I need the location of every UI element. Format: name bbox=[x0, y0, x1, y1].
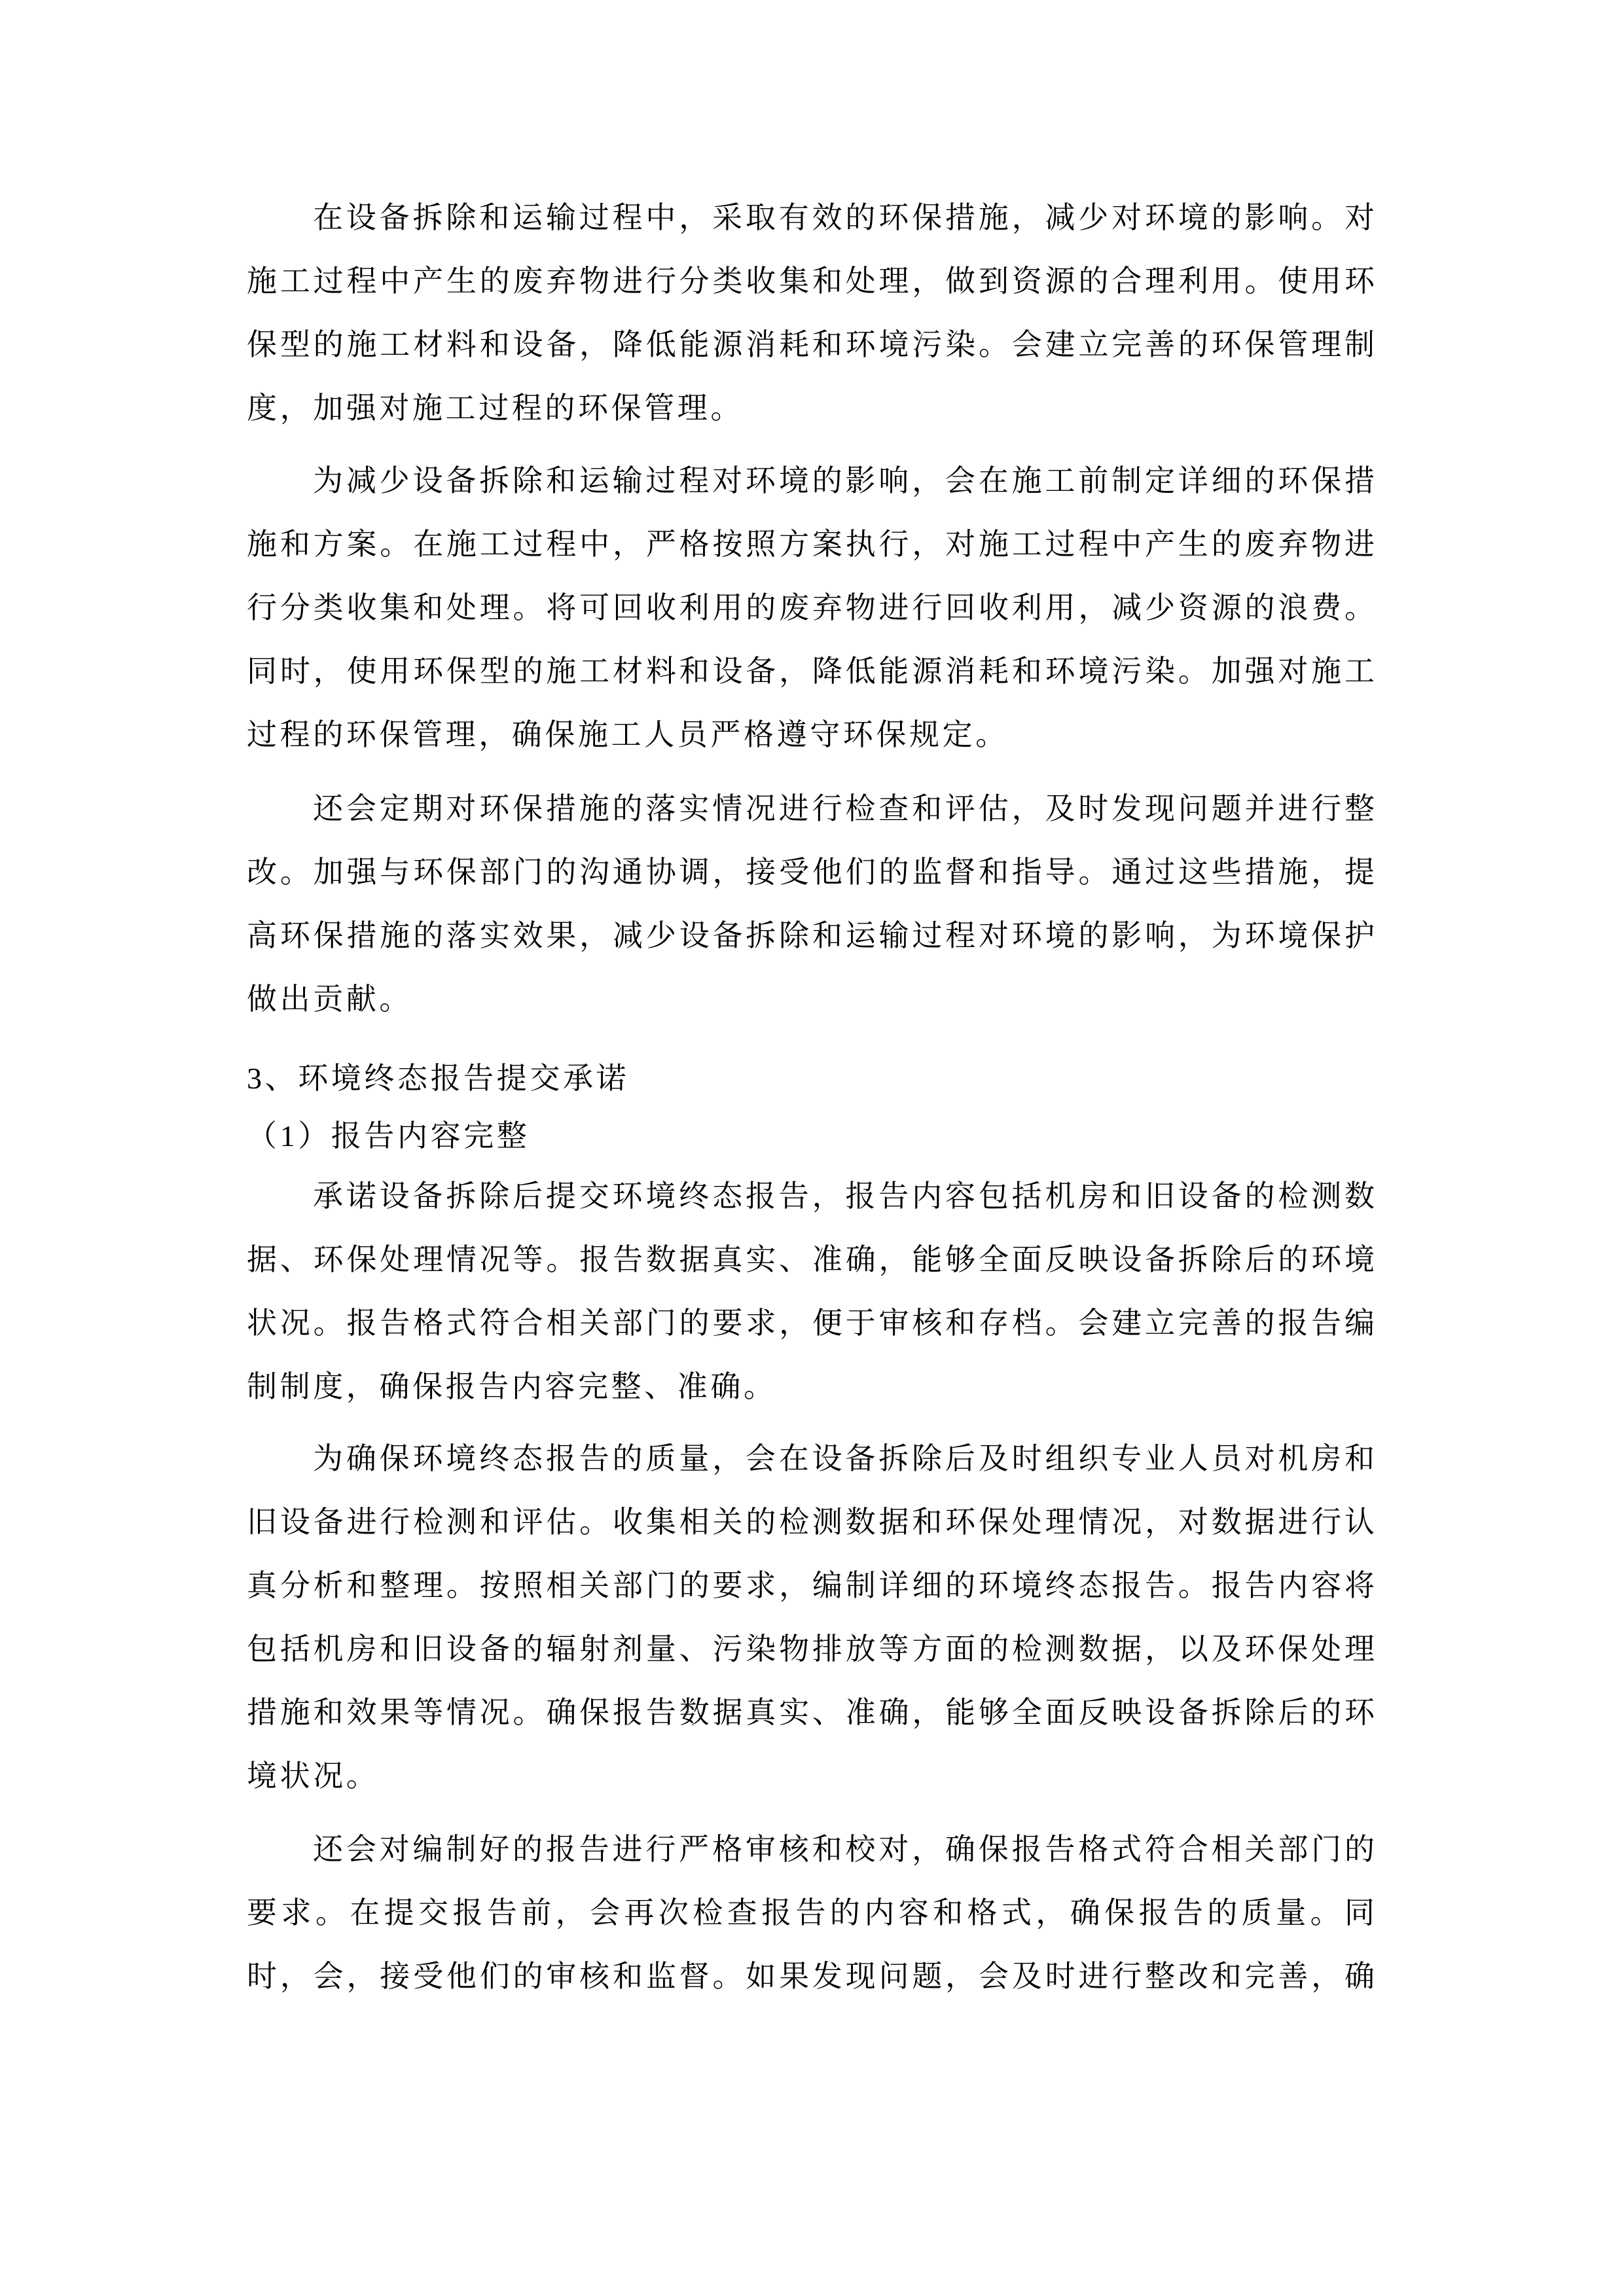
paragraph-line: 包括机房和旧设备的辐射剂量、污染物排放等方面的检测数据，以及环保处理 bbox=[247, 1632, 1375, 1666]
paragraph-line: 还会定期对环保措施的落实情况进行检查和评估，及时发现问题并进行整 bbox=[313, 792, 1375, 825]
paragraph-report-quality bbox=[247, 1427, 1375, 1808]
paragraph-line: 同时，使用环保型的施工材料和设备，降低能源消耗和环境污染。加强对施工 bbox=[247, 655, 1375, 688]
paragraph-line: 旧设备进行检测和评估。收集相关的检测数据和环保处理情况，对数据进行认 bbox=[247, 1505, 1375, 1539]
paragraph-line: 为确保环境终态报告的质量，会在设备拆除后及时组织专业人员对机房和 bbox=[313, 1442, 1375, 1475]
paragraph-line: 状况。报告格式符合相关部门的要求，便于审核和存档。会建立完善的报告编 bbox=[247, 1306, 1375, 1340]
paragraph-line: 度，加强对施工过程的环保管理。 bbox=[247, 391, 744, 425]
paragraph-line: 做出贡献。 bbox=[247, 982, 412, 1016]
paragraph-inspection bbox=[247, 777, 1375, 1031]
paragraph-line: 制制度，确保报告内容完整、准确。 bbox=[247, 1370, 777, 1403]
paragraph-line: 施工过程中产生的废弃物进行分类收集和处理，做到资源的合理利用。使用环 bbox=[247, 264, 1375, 298]
paragraph-line: 行分类收集和处理。将可回收利用的废弃物进行回收利用，减少资源的浪费。 bbox=[247, 591, 1375, 624]
paragraph-line: 承诺设备拆除后提交环境终态报告，报告内容包括机房和旧设备的检测数 bbox=[313, 1179, 1375, 1213]
paragraph-line: 要求。在提交报告前，会再次检查报告的内容和格式，确保报告的质量。同 bbox=[247, 1896, 1375, 1929]
paragraph-reduce-impact bbox=[247, 449, 1375, 766]
paragraph-line: 过程的环保管理，确保施工人员严格遵守环保规定。 bbox=[247, 718, 1009, 751]
paragraph-line: 境状况。 bbox=[247, 1759, 380, 1793]
paragraph-report-review bbox=[247, 1818, 1375, 2008]
paragraph-line: 在设备拆除和运输过程中，采取有效的环保措施，减少对环境的影响。对 bbox=[313, 201, 1375, 234]
paragraph-report-commitment bbox=[247, 1164, 1375, 1418]
paragraph-line: 改。加强与环保部门的沟通协调，接受他们的监督和指导。通过这些措施，提 bbox=[247, 855, 1375, 889]
paragraph-environmental-measures bbox=[247, 186, 1375, 440]
paragraph-line: 保型的施工材料和设备，降低能源消耗和环境污染。会建立完善的环保管理制 bbox=[247, 328, 1375, 361]
section-heading-block bbox=[247, 1049, 1375, 1108]
paragraph-line: 据、环保处理情况等。报告数据真实、准确，能够全面反映设备拆除后的环境 bbox=[247, 1243, 1375, 1276]
section-heading: 3、环境终态报告提交承诺 bbox=[247, 1062, 630, 1095]
paragraph-line: 高环保措施的落实效果，减少设备拆除和运输过程对环境的影响，为环境保护 bbox=[247, 919, 1375, 952]
paragraph-line: 真分析和整理。按照相关部门的要求，编制详细的环境终态报告。报告内容将 bbox=[247, 1569, 1375, 1602]
paragraph-line: 时，会，接受他们的审核和监督。如果发现问题，会及时进行整改和完善，确 bbox=[247, 1960, 1375, 1993]
paragraph-line: 还会对编制好的报告进行严格审核和校对，确保报告格式符合相关部门的 bbox=[313, 1833, 1375, 1866]
subsection-heading-block bbox=[247, 1107, 1375, 1166]
paragraph-line: 施和方案。在施工过程中，严格按照方案执行，对施工过程中产生的废弃物进 bbox=[247, 528, 1375, 561]
paragraph-line: 为减少设备拆除和运输过程对环境的影响，会在施工前制定详细的环保措 bbox=[313, 464, 1375, 497]
subsection-heading: （1）报告内容完整 bbox=[247, 1119, 530, 1153]
paragraph-line: 措施和效果等情况。确保报告数据真实、准确，能够全面反映设备拆除后的环 bbox=[247, 1696, 1375, 1729]
